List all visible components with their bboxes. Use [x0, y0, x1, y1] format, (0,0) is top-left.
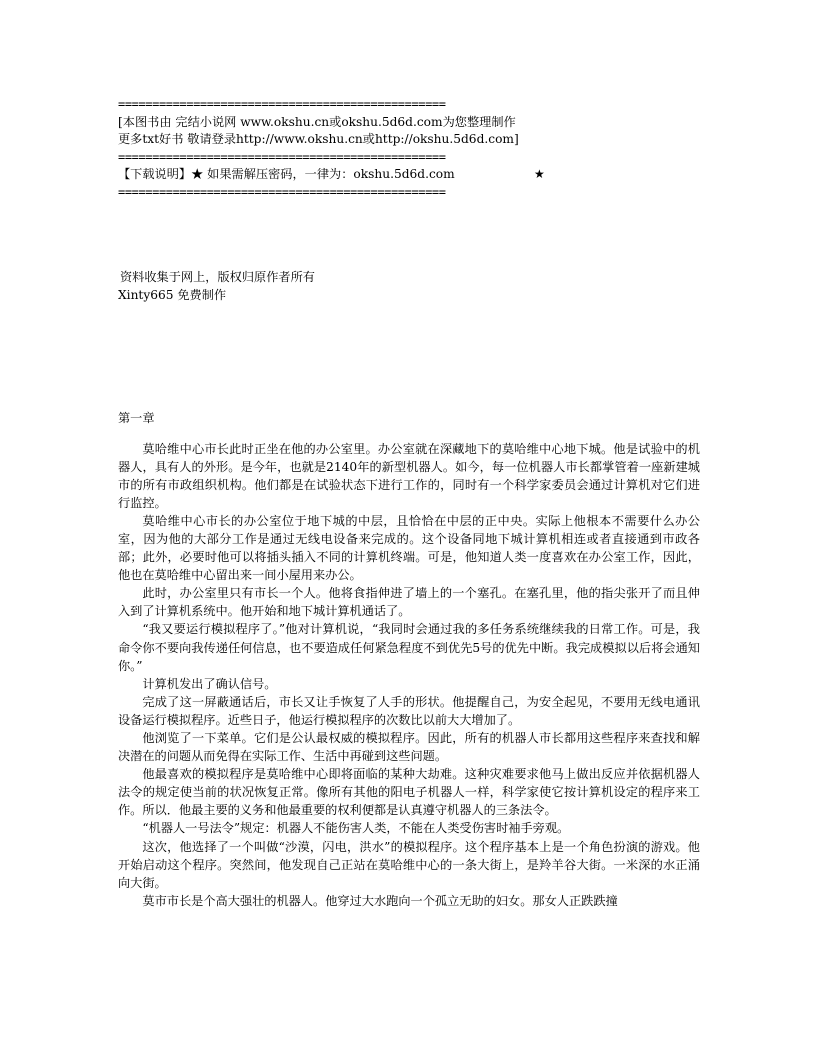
- star-icon: ★: [534, 167, 545, 181]
- spacer: [118, 201, 700, 269]
- credit-line-1: 资料收集于网上，版权归原作者所有: [120, 270, 315, 284]
- header-line-1: [本图书由 完结小说网 www.okshu.cn或okshu.5d6d.com为您整理制作: [118, 114, 516, 129]
- paragraph: 莫哈维中心市长此时正坐在他的办公室里。办公室就在深藏地下的莫哈维中心地下城。他是试验中的机器人，具有人的外形。是今年，也就是2140年的新型机器人。如今，每一位机器人市长都掌管着一座新建城市的所有市政组织机构。他们都是在试验状态下进行工作的，同时有一个科学家委员会通过计算机对它们进行监控。: [118, 441, 700, 510]
- download-note: [118, 166, 700, 184]
- paragraph: 这次，他选择了一个叫做“沙漠，闪电，洪水”的模拟程序。这个程序基本上是一个角色扮演的游戏。他开始启动这个程序。突然间，他发现自己正站在莫哈维中心的一条大街上，是羚羊谷大街。一米深的水正涌向大街。: [118, 839, 700, 890]
- separator-line: ================================================: [118, 149, 446, 164]
- paragraph: 此时，办公室里只有市长一个人。他将食指伸进了墙上的一个塞孔。在塞孔里，他的指尖张开了而且伸入到了计算机系统中。他开始和地下城计算机通话了。: [118, 586, 700, 619]
- paragraph: 计算机发出了确认信号。: [142, 676, 277, 691]
- separator-line: ================================================: [118, 97, 446, 111]
- paragraph: “机器人一号法令”规定：机器人不能伤害人类，不能在人类受伤害时袖手旁观。: [142, 821, 570, 836]
- paragraph: 他浏览了一下菜单。它们是公认最权威的模拟程序。因此，所有的机器人市长都用这些程序来查找和解决潜在的问题从而免得在实际工作、生活中再碰到这些问题。: [118, 731, 700, 764]
- spacer: [118, 304, 700, 410]
- download-note-text: 【下载说明】★ 如果需解压密码，一律为：okshu.5d6d.com: [118, 167, 455, 181]
- credit-line-2: Xinty665 免费制作: [118, 287, 227, 302]
- separator-line: ================================================: [118, 184, 446, 199]
- document-page: [118, 96, 700, 910]
- paragraph: 莫市市长是个高大强壮的机器人。他穿过大水跑向一个孤立无助的妇女。那女人正跌跌撞: [142, 893, 618, 908]
- paragraph: “我又要运行模拟程序了。”他对计算机说，“我同时会通过我的多任务系统继续我的日常工作。可是，我命令你不要向我传递任何信息，也不要造成任何紧急程度不到优先5号的优先中断。我完成模拟以后将会通知你。”: [118, 622, 700, 673]
- paragraph: 完成了这一屏蔽通话后，市长又让手恢复了人手的形状。他提醒自己，为安全起见，不要用无线电通讯设备运行模拟程序。近些日子，他运行模拟程序的次数比以前大大增加了。: [118, 694, 700, 727]
- chapter-title: 第一章: [118, 411, 155, 425]
- header-line-2: 更多txt好书 敬请登录http://www.okshu.cn或http://okshu.5d6d.com]: [118, 132, 519, 146]
- paragraph: 莫哈维中心市长的办公室位于地下城的中层，且恰恰在中层的正中央。实际上他根本不需要什么办公室，因为他的大部分工作是通过无线电设备来完成的。这个设备同地下城计算机相连或者直接通到市政各部；此外，必要时他可以将插头插入不同的计算机终端。可是，他知道人类一度喜欢在办公室工作，因此，他也在莫哈维中心留出来一间小屋用来办公。: [118, 513, 700, 583]
- paragraph: 他最喜欢的模拟程序是莫哈维中心即将面临的某种大劫难。这种灾难要求他马上做出反应并依据机器人法令的规定使当前的状况恢复正常。像所有其他的阳电子机器人一样，科学家使它按计算机设定的程序来工作。所以．他最主要的义务和他最重要的权利便都是认真遵守机器人的三条法令。: [118, 767, 700, 818]
